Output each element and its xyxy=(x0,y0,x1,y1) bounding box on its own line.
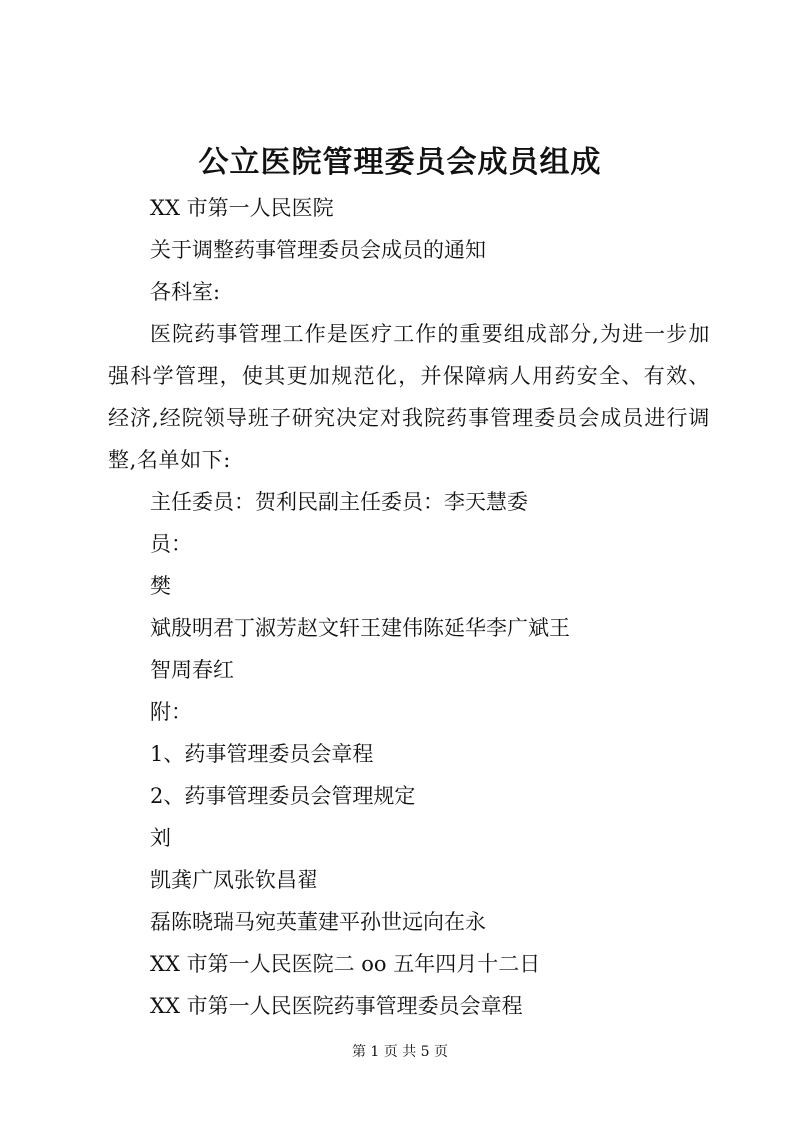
charter-title-line: XX 市第一人民医院药事管理委员会章程 xyxy=(150,994,523,1018)
attachment-item: 2、药事管理委员会管理规定 xyxy=(150,784,416,808)
notice-paragraph: 医院药事管理工作是医疗工作的重要组成部分,为进一步加强科学管理，使其更加规范化，并保障病人用药安全、有效、经济,经院领导班子研究决定对我院药事管理委员会成员进行调整,名单如下: xyxy=(108,322,710,472)
committee-chair-line: 主任委员：贺利民副主任委员：李天慧委 xyxy=(150,490,528,514)
page-indicator: 第 1 页 共 5 页 xyxy=(351,1044,449,1060)
member-names-line: 智周春红 xyxy=(150,658,234,682)
member-names-line: 磊陈晓瑞马宛英董建平孙世远向在永 xyxy=(150,910,486,934)
hospital-name-line: XX 市第一人民医院 xyxy=(150,196,334,220)
attachment-label: 附： xyxy=(150,700,192,724)
attachment-item: 1、药事管理委员会章程 xyxy=(150,742,374,766)
member-names-line: 凯龚广凤张钦昌翟 xyxy=(150,868,318,892)
signature-date-line: XX 市第一人民医院二 oo 五年四月十二日 xyxy=(150,952,541,976)
notice-title-line: 关于调整药事管理委员会成员的通知 xyxy=(150,238,486,262)
committee-member-label: 员： xyxy=(150,532,192,556)
document-title: 公立医院管理委员会成员组成 xyxy=(198,145,602,180)
salutation-line: 各科室: xyxy=(150,280,221,304)
document-body xyxy=(108,187,710,1027)
member-names-line: 斌殷明君丁淑芳赵文轩王建伟陈延华李广斌王 xyxy=(150,616,570,640)
member-name-fragment: 樊 xyxy=(150,574,171,598)
member-name-fragment: 刘 xyxy=(150,826,171,850)
